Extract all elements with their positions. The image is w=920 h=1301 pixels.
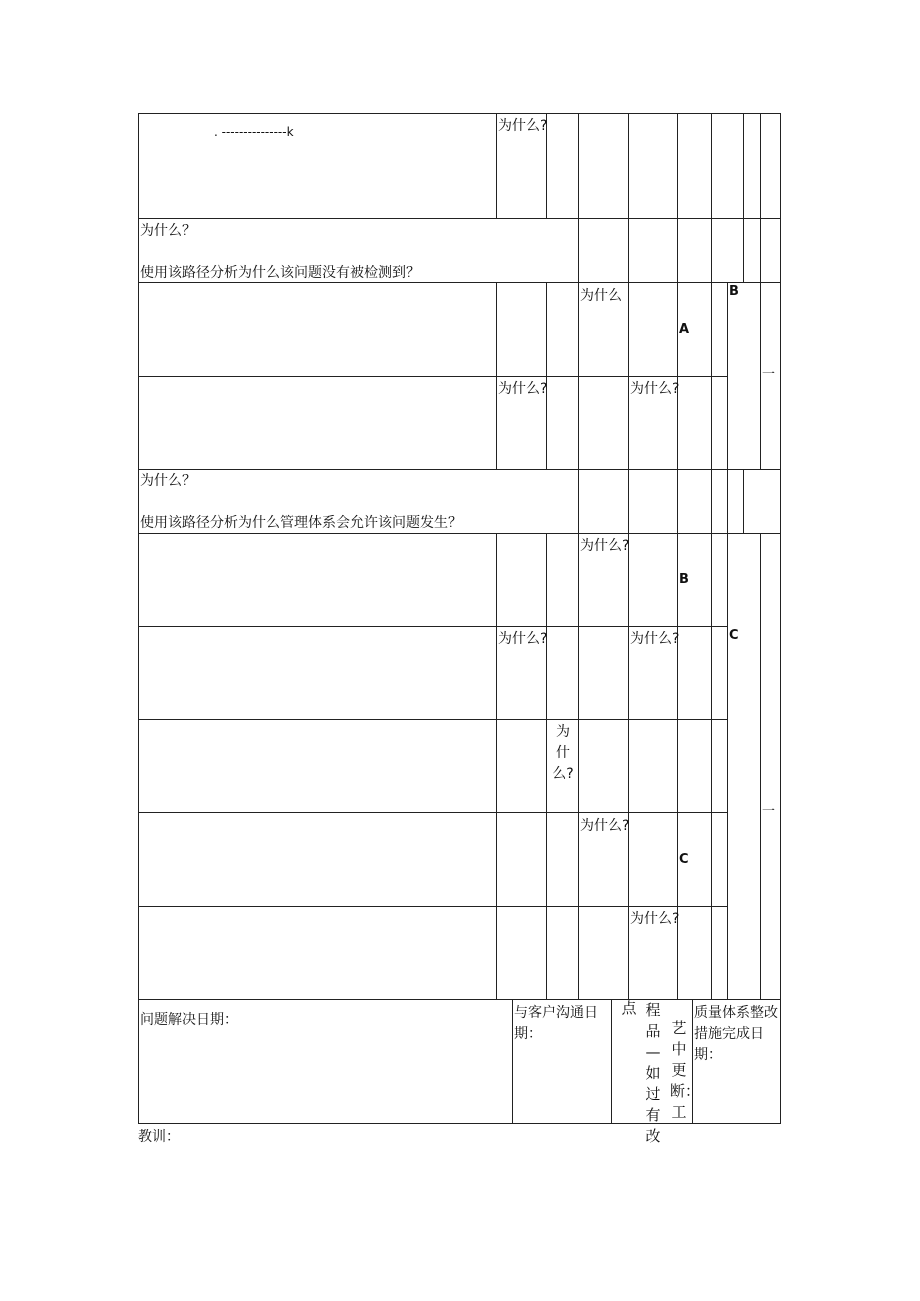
section-system-question: 使用该路径分析为什么管理体系会允许该问题发生？ xyxy=(140,515,462,531)
marker-b: B xyxy=(729,284,739,299)
why-label: 为什么? xyxy=(630,381,680,397)
solve-date-label: 问题解决日期： xyxy=(140,1012,238,1028)
marker-a: A xyxy=(679,322,690,337)
why-label: 为什么? xyxy=(498,118,548,134)
why-label: 为什么 xyxy=(580,288,622,304)
why-vertical-label xyxy=(550,722,576,785)
quality-date-label: 质量体系整改措施完成日期： xyxy=(694,1005,778,1063)
why-label: 为什么? xyxy=(580,818,630,834)
dash-mark: 一 xyxy=(762,804,776,819)
section-detect-question: 使用该路径分析为什么该问题没有被检测到？ xyxy=(140,265,420,281)
section-system-why: 为什么？ xyxy=(140,473,196,489)
why-label: 为什么? xyxy=(580,538,630,554)
why-label: 为什么? xyxy=(498,631,548,647)
col-point: 点 xyxy=(621,999,637,1017)
why-char: 么? xyxy=(552,766,574,782)
header-mark: . ---------------k xyxy=(214,125,294,139)
marker-b: B xyxy=(679,572,689,587)
why-char: 为 xyxy=(556,724,570,740)
why-char: 什 xyxy=(556,745,570,761)
why-label: 为什么? xyxy=(630,631,680,647)
why-label: 为什么? xyxy=(498,381,548,397)
marker-c: C xyxy=(729,628,739,643)
lessons-label: 教训： xyxy=(138,1129,180,1145)
section-detect-why: 为什么？ xyxy=(140,223,196,239)
why-label: 为什么? xyxy=(630,911,680,927)
dash-mark: 一 xyxy=(762,367,776,382)
col-process: 程品—如过有改 xyxy=(645,1001,661,1145)
col-craft: 艺中更断：工 xyxy=(670,1019,701,1121)
customer-comm-label: 与客户沟通日期： xyxy=(514,1005,598,1042)
marker-c: C xyxy=(679,852,689,867)
